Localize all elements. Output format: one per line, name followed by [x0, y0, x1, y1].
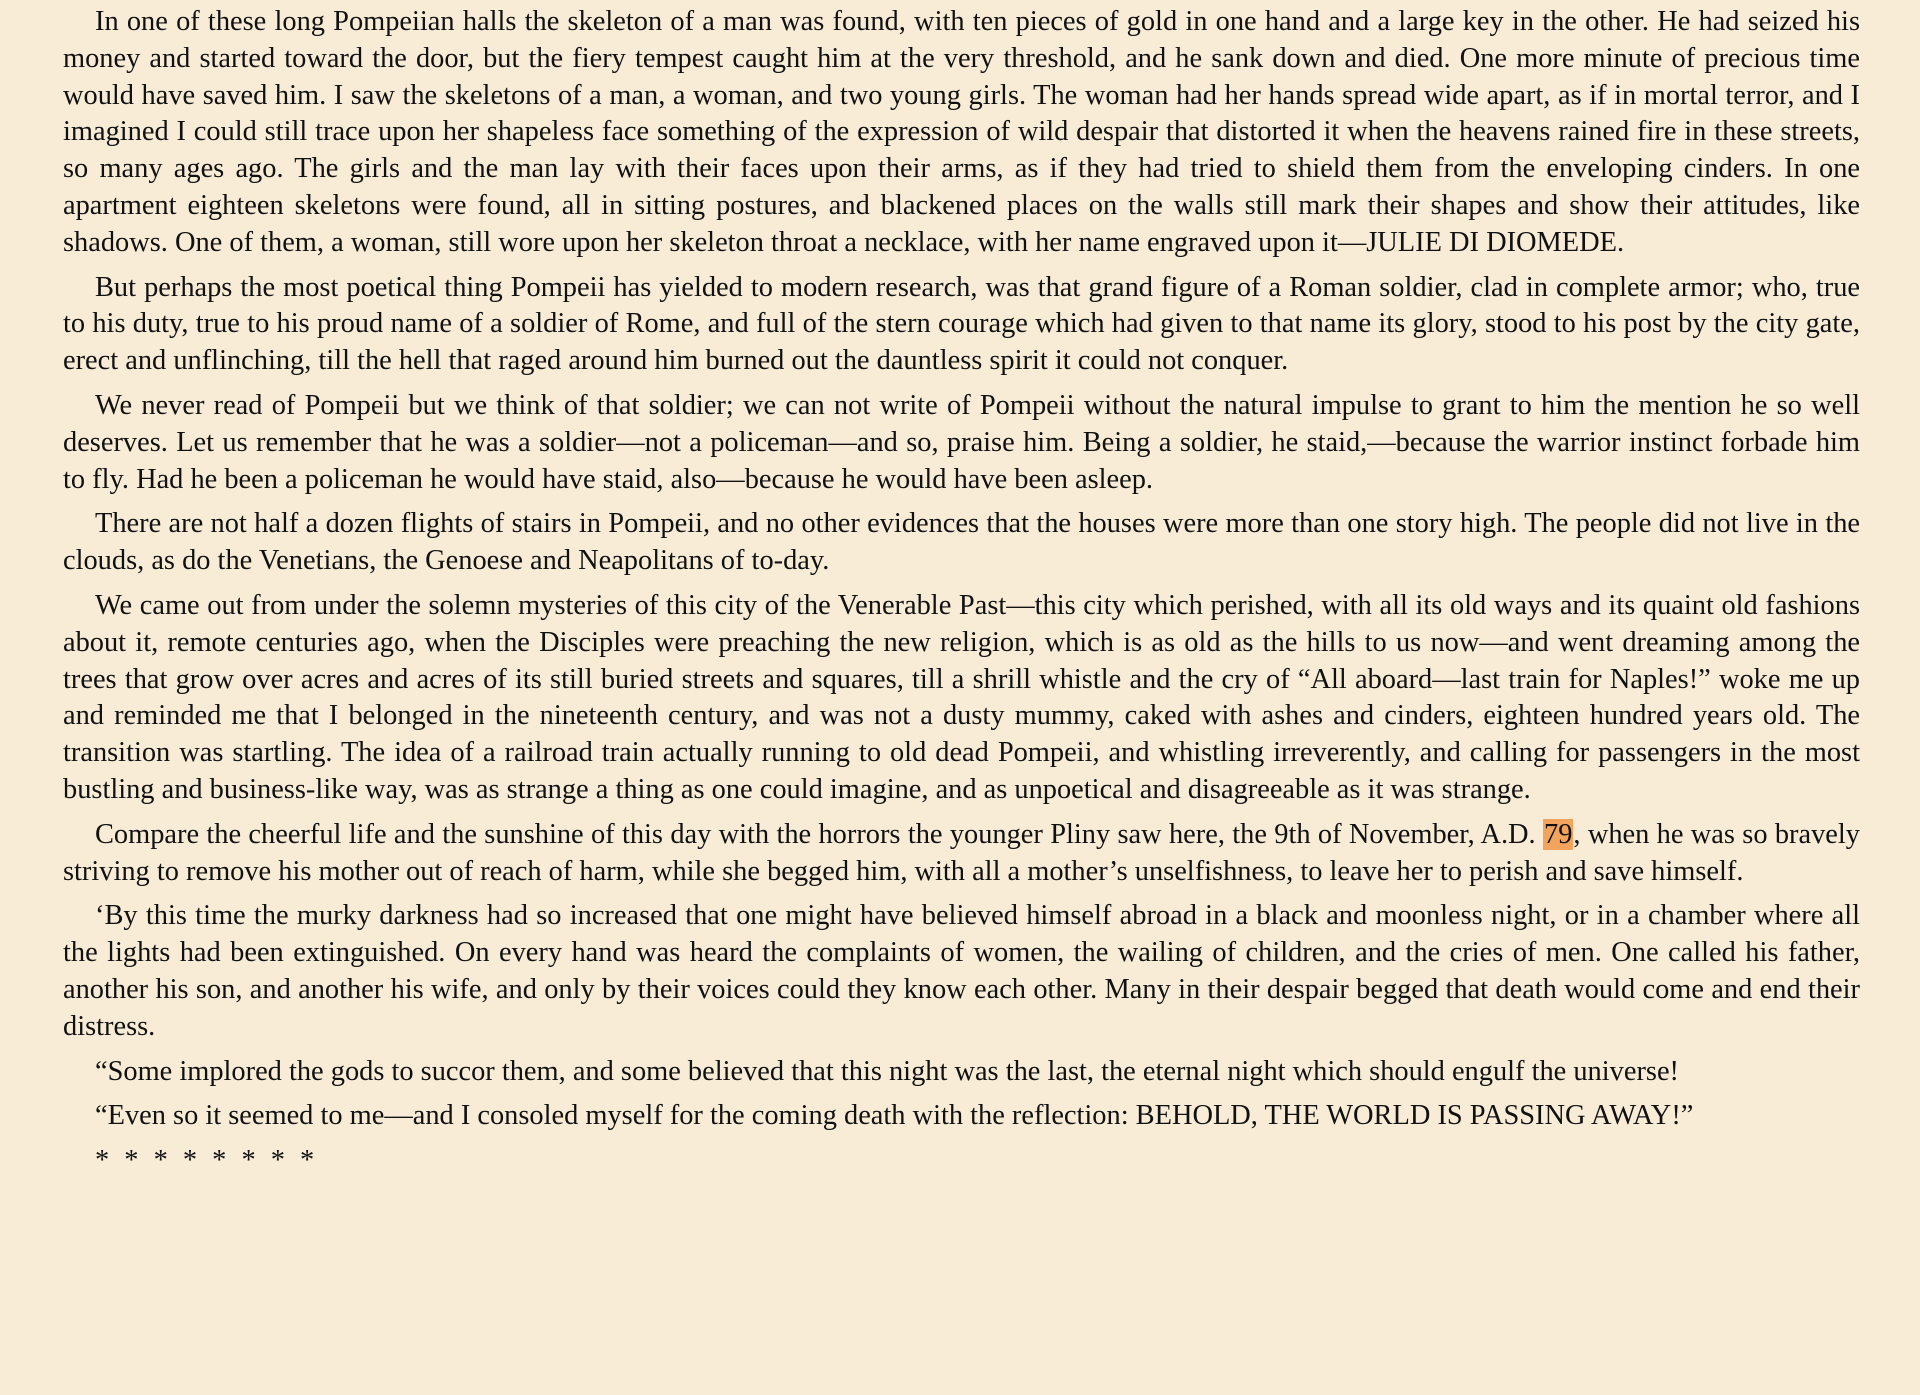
search-highlight[interactable]: 79 — [1544, 818, 1573, 850]
paragraph-stairs: There are not half a dozen flights of stairs in Pompeii, and no other evidences that the houses were more than one story high. The people did not live in the clouds, as do the Venetians, the Genoese and Neapolitans of to-day. — [63, 508, 1860, 577]
paragraph-world-passing-quote: “Even so it seemed to me—and I consoled myself for the coming death with the reflection: BEHOLD, THE WORLD IS PASSING AWAY!” — [95, 1100, 1694, 1132]
paragraph-venerable-past: We came out from under the solemn mysteries of this city of the Venerable Past—this city which perished, with all its old ways and its quaint old fashions about it, remote centuries ago, when the Disciples were preaching the new religion, which is as old as the hills to us now—and went dreaming among the trees that grow over acres and acres of its still buried streets and squares, till a shrill whistle and the cry of “All aboard—last train for Naples!” woke me up and reminded me that I belonged in the nineteenth century, and was not a dusty mummy, caked with ashes and cinders, eighteen hundred years old. The transition was startling. The idea of a railroad train actually running to old dead Pompeii, and whistling irreverently, and calling for passengers in the most bustling and business-like way, was as strange a thing as one could imagine, and as unpoetical and disagreeable as it was strange. — [63, 589, 1860, 805]
paragraph-skeletons: In one of these long Pompeiian halls the skeleton of a man was found, with ten pieces of gold in one hand and a large key in the other. He had seized his money and started toward the door, but the fiery tempest caught him at the very threshold, and he sank down and died. One more minute of precious time would have saved him. I saw the skeletons of a man, a woman, and two young girls. The woman had her hands spread wide apart, as if in mortal terror, and I imagined I could still trace upon her shapeless face something of the expression of wild despair that distorted it when the heavens rained fire in these streets, so many ages ago. The girls and the man lay with their faces upon their arms, as if they had tried to shield them from the enveloping cinders. In one apartment eighteen skeletons were found, all in sitting postures, and blackened places on the walls still mark their shapes and show their attitudes, like shadows. One of them, a woman, still wore upon her skeleton throat a necklace, with her name engraved upon it—JULIE DI DIOMEDE. — [63, 6, 1860, 258]
paragraph-darkness-quote: ‘By this time the murky darkness had so increased that one might have believed himself abroad in a black and moonless night, or in a chamber where all the lights had been extinguished. On every hand was heard the complaints of women, the wailing of children, and the cries of men. One called his father, another his son, and another his wife, and only by their voices could they know each other. Many in their despair begged that death would come and end their distress. — [63, 900, 1860, 1042]
pliny-text-before: Compare the cheerful life and the sunshine of this day with the horrors the younger Pliny saw here, the 9th of November, A.D. — [95, 818, 1543, 850]
paragraph-soldier-mention: We never read of Pompeii but we think of that soldier; we can not write of Pompeii without the natural impulse to grant to him the mention he so well deserves. Let us remember that he was a soldier—not a policeman—and so, praise him. Being a soldier, he staid,—because the warrior instinct forbade him to fly. Had he been a policeman he would have staid, also—because he would have been asleep. — [63, 389, 1860, 495]
paragraph-gods-quote: “Some implored the gods to succor them, and some believed that this night was the last, the eternal night which should engulf the universe! — [95, 1055, 1679, 1087]
book-text — [63, 4, 1860, 1180]
paragraph-pliny — [63, 817, 1860, 891]
paragraph-roman-soldier: But perhaps the most poetical thing Pompeii has yielded to modern research, was that grand figure of a Roman soldier, clad in complete armor; who, true to his duty, true to his proud name of a soldier of Rome, and full of the stern courage which had given to that name its glory, stood to his post by the city gate, erect and unflinching, till the hell that raged around him burned out the dauntless spirit it could not conquer. — [63, 271, 1860, 377]
pliny-text-after: , when he was so bravely striving to remove his mother out of reach of harm, while she begged him, with all a mother’s unselfishness, to leave her to perish and save himself. — [63, 818, 1860, 887]
section-separator: * * * * * * * * — [95, 1145, 319, 1177]
